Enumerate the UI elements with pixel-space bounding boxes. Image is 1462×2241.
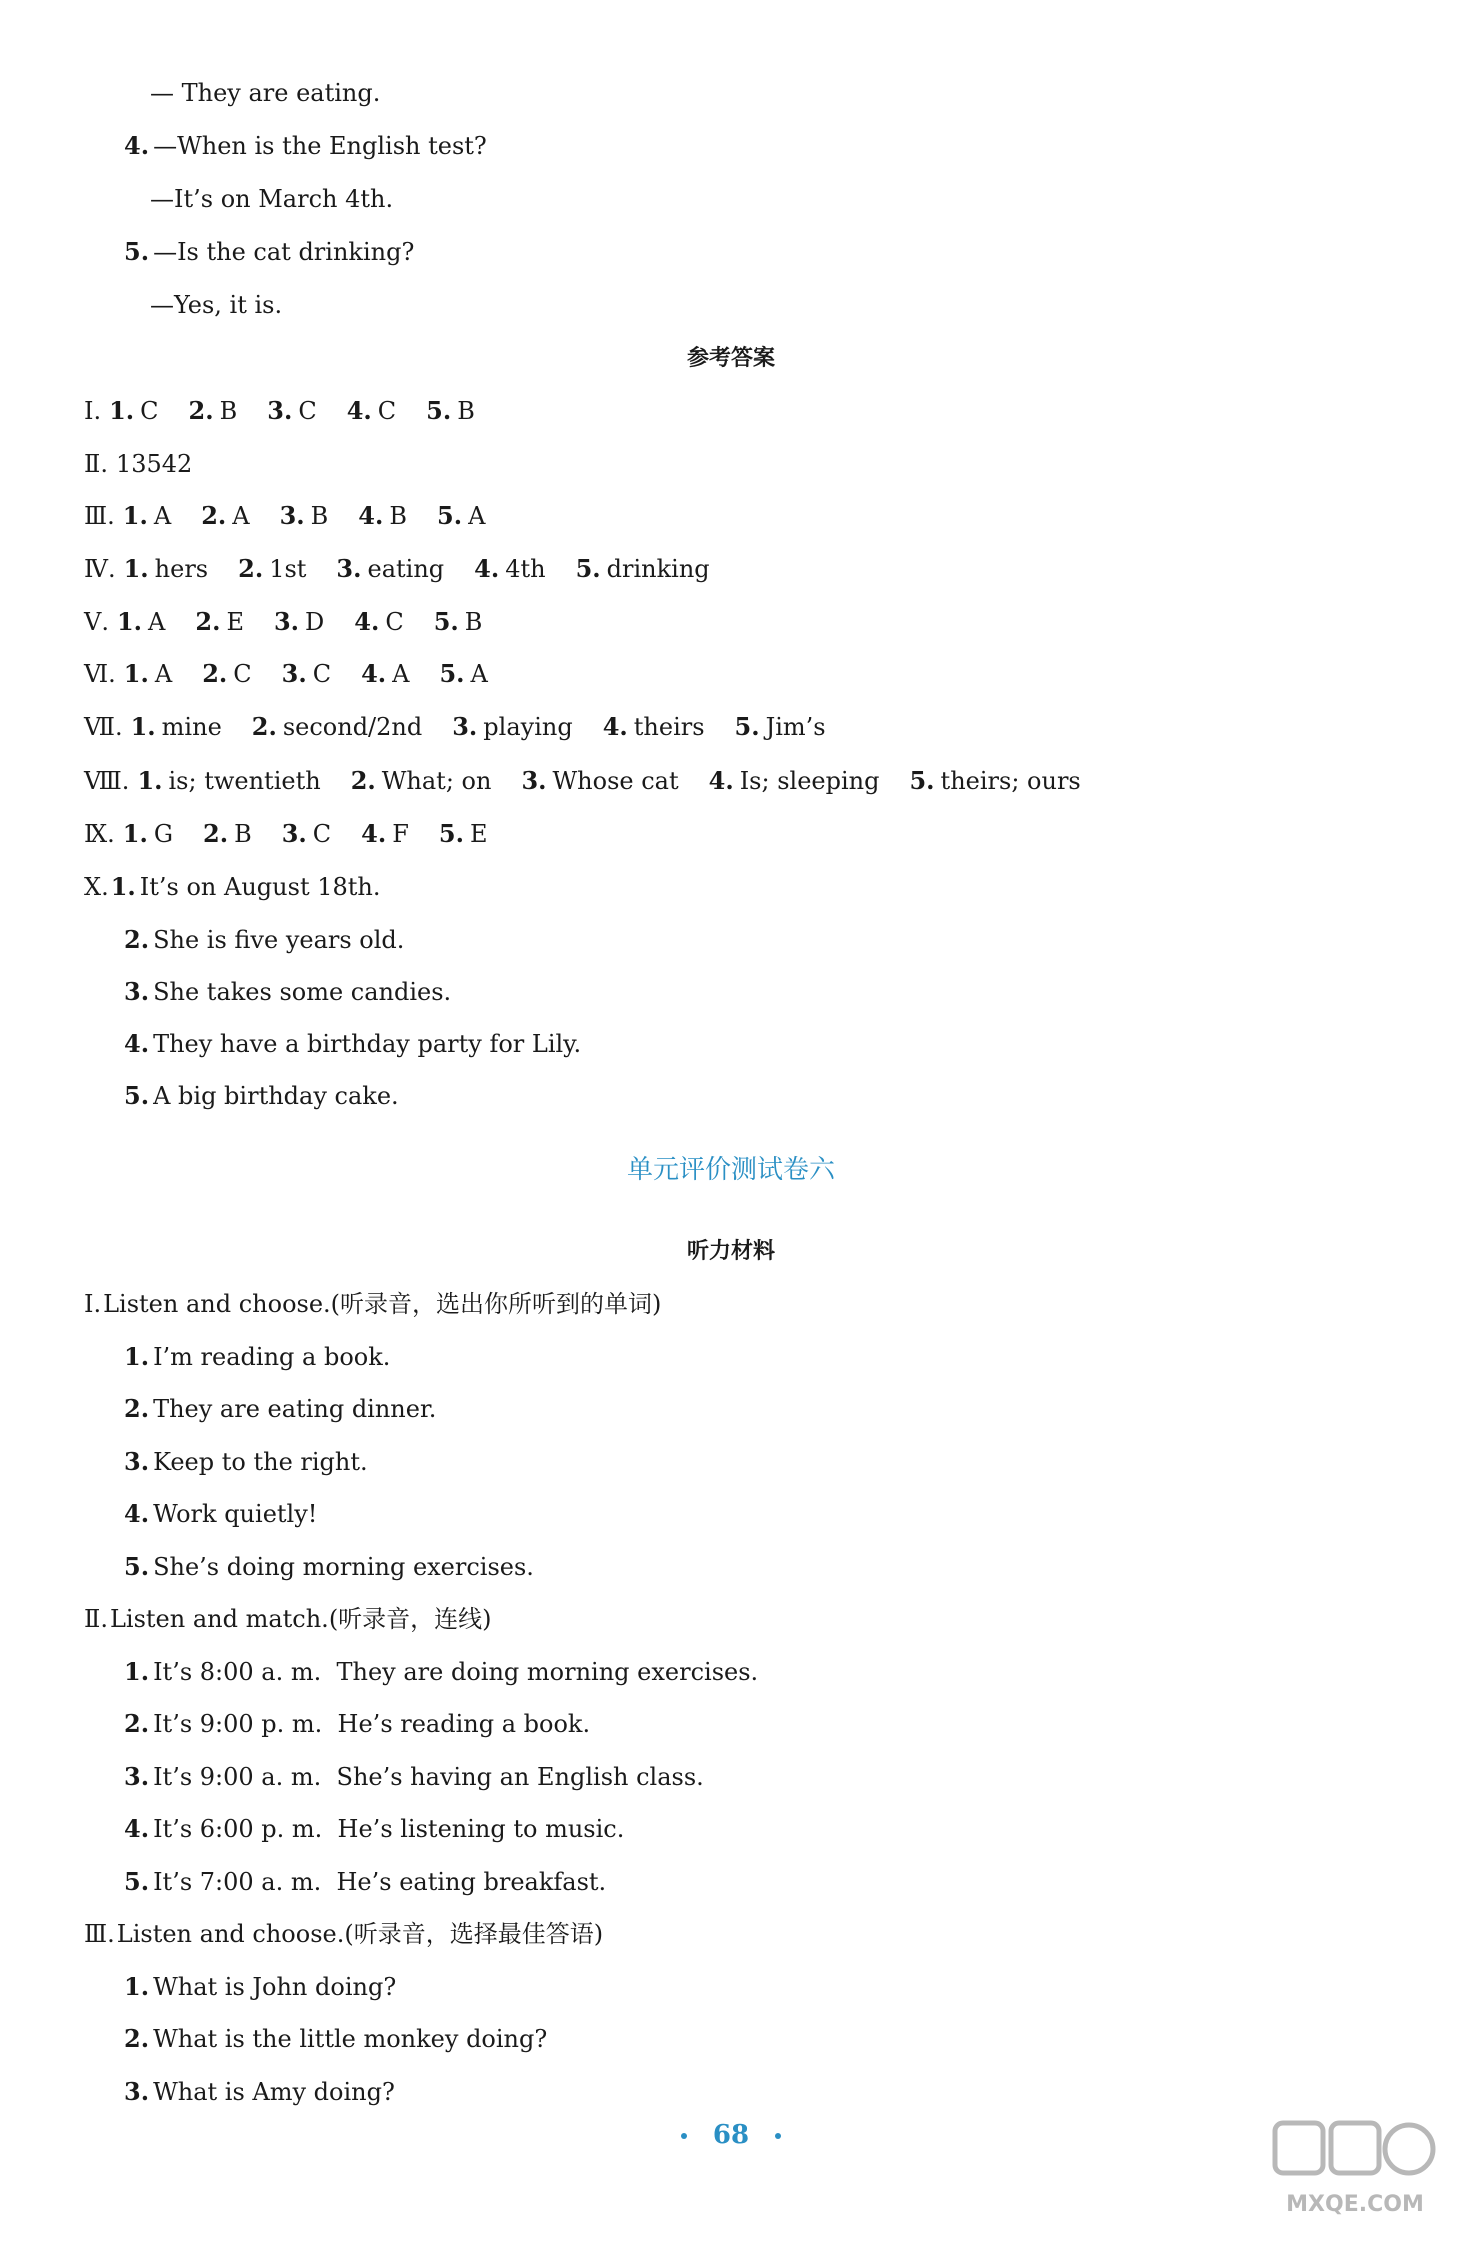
roman-numeral: Ⅱ. bbox=[84, 450, 108, 478]
roman-numeral: Ⅵ. bbox=[84, 660, 116, 688]
answer-row bbox=[84, 554, 710, 584]
answer-item: 2. A bbox=[201, 501, 250, 530]
dialog-line: — They are eating. bbox=[150, 79, 381, 107]
watermark-text: MXQE.COM bbox=[1286, 2192, 1424, 2217]
answers-title: 参考答案 bbox=[686, 346, 775, 371]
dot-icon bbox=[775, 2133, 781, 2139]
listening-item: 1. It’s 8:00 a. m. They are doing morning exercises. bbox=[124, 1657, 759, 1686]
answer-item: 5. B bbox=[433, 607, 483, 636]
answer-item: 4. C bbox=[354, 607, 404, 636]
answer-item: 5. B bbox=[426, 396, 475, 425]
answer-item: 4. Is; sleeping bbox=[708, 766, 880, 795]
answer-item: 5. A bbox=[437, 501, 486, 530]
answer-item: 1. C bbox=[109, 396, 159, 425]
answer-item: 5. E bbox=[438, 819, 488, 848]
answer-item: 2. B bbox=[188, 396, 238, 425]
answer-x-row: 4. They have a birthday party for Lily. bbox=[124, 1029, 582, 1058]
dialog-line: 5. —Is the cat drinking? bbox=[124, 237, 415, 266]
listening-section-heading: Ⅰ.Listen and choose.(听录音，选出你所听到的单词) bbox=[84, 1290, 662, 1318]
answer-item: 1. G bbox=[122, 819, 174, 848]
listening-item: 4. Work quietly! bbox=[124, 1499, 318, 1528]
listening-item: 3. Keep to the right. bbox=[124, 1447, 368, 1476]
answer-item: 1. A bbox=[116, 607, 166, 636]
answer-item: 4. C bbox=[346, 396, 397, 425]
answer-item: 1. A bbox=[122, 501, 172, 530]
unit-title: 单元评价测试卷六 bbox=[626, 1155, 835, 1185]
answer-row bbox=[84, 766, 1081, 796]
roman-numeral: Ⅴ. bbox=[84, 608, 109, 636]
listening-item: 2. What is the little monkey doing? bbox=[124, 2024, 548, 2053]
answer-item: 2. second/2nd bbox=[251, 712, 423, 741]
answer-row bbox=[84, 607, 482, 637]
roman-numeral: Ⅲ. bbox=[84, 502, 115, 530]
answer-item: 2. What; on bbox=[350, 766, 492, 795]
answer-item: 3. playing bbox=[452, 712, 573, 741]
listening-item: 2. It’s 9:00 p. m. He’s reading a book. bbox=[124, 1709, 591, 1738]
answer-item: 1. hers bbox=[123, 554, 209, 583]
answer-item: 3. B bbox=[279, 501, 329, 530]
dot-icon bbox=[681, 2133, 687, 2139]
answer-item: 3. Whose cat bbox=[521, 766, 679, 795]
answer-item: 2. C bbox=[202, 659, 252, 688]
answer-x-row: 5. A big birthday cake. bbox=[124, 1081, 399, 1110]
answer-item: 4. 4th bbox=[474, 554, 546, 583]
page-number: 68 bbox=[0, 2118, 1462, 2152]
answer-item: 1. mine bbox=[130, 712, 222, 741]
answer-item: 1. A bbox=[123, 659, 173, 688]
answer-item: 4. A bbox=[361, 659, 410, 688]
answer-item: 3. D bbox=[273, 607, 325, 636]
answer-row bbox=[84, 501, 485, 531]
roman-numeral: Ⅳ. bbox=[84, 555, 116, 583]
listening-item: 5. She’s doing morning exercises. bbox=[124, 1552, 534, 1581]
listening-item: 2. They are eating dinner. bbox=[124, 1394, 437, 1423]
answer-item: 2. 1st bbox=[238, 554, 307, 583]
listening-item: 3. What is Amy doing? bbox=[124, 2077, 395, 2106]
listening-item: 5. It’s 7:00 a. m. He’s eating breakfast. bbox=[124, 1867, 607, 1896]
answer-item: 3. eating bbox=[336, 554, 445, 583]
answer-row bbox=[84, 659, 488, 689]
answer-item: 2. B bbox=[203, 819, 252, 848]
dialog-line: —It’s on March 4th. bbox=[150, 185, 394, 213]
answer-row bbox=[84, 712, 826, 742]
answer-item: 4. theirs bbox=[602, 712, 705, 741]
answer-item: 5. A bbox=[439, 659, 488, 688]
answer-item: 13542 bbox=[115, 450, 193, 478]
answer-item: 5. Jim’s bbox=[734, 712, 826, 741]
answer-x-row: Ⅹ.1. It’s on August 18th. bbox=[84, 872, 381, 901]
answer-item: 3. C bbox=[281, 659, 332, 688]
roman-numeral: Ⅶ. bbox=[84, 713, 123, 741]
roman-numeral: Ⅷ. bbox=[84, 767, 130, 795]
answer-row bbox=[84, 396, 475, 426]
dialog-line: —Yes, it is. bbox=[150, 291, 283, 319]
listening-section-heading: Ⅲ.Listen and choose.(听录音，选择最佳答语) bbox=[84, 1920, 604, 1948]
listening-item: 1. What is John doing? bbox=[124, 1972, 397, 2001]
dialog-line: 4. —When is the English test? bbox=[124, 131, 487, 160]
listening-title: 听力材料 bbox=[686, 1239, 775, 1264]
answer-item: 4. F bbox=[361, 819, 409, 848]
listening-item: 4. It’s 6:00 p. m. He’s listening to music. bbox=[124, 1814, 625, 1843]
listening-item: 1. I’m reading a book. bbox=[124, 1342, 391, 1371]
answer-item: 5. theirs; ours bbox=[909, 766, 1081, 795]
answer-item: 3. C bbox=[281, 819, 332, 848]
roman-numeral: Ⅸ. bbox=[84, 820, 115, 848]
answer-item: 2. E bbox=[195, 607, 244, 636]
watermark-logo bbox=[1267, 2115, 1442, 2225]
roman-numeral: Ⅰ. bbox=[84, 397, 102, 425]
listening-section-heading: Ⅱ.Listen and match.(听录音，连线) bbox=[84, 1605, 492, 1633]
answer-item: 5. drinking bbox=[575, 554, 710, 583]
answer-row bbox=[84, 819, 487, 849]
answer-x-row: 3. She takes some candies. bbox=[124, 977, 452, 1006]
answer-item: 4. B bbox=[358, 501, 407, 530]
answer-x-row: 2. She is five years old. bbox=[124, 925, 405, 954]
answer-item: 3. C bbox=[267, 396, 317, 425]
answer-row bbox=[84, 449, 192, 479]
answer-item: 1. is; twentieth bbox=[137, 766, 321, 795]
listening-item: 3. It’s 9:00 a. m. She’s having an English class. bbox=[124, 1762, 704, 1791]
